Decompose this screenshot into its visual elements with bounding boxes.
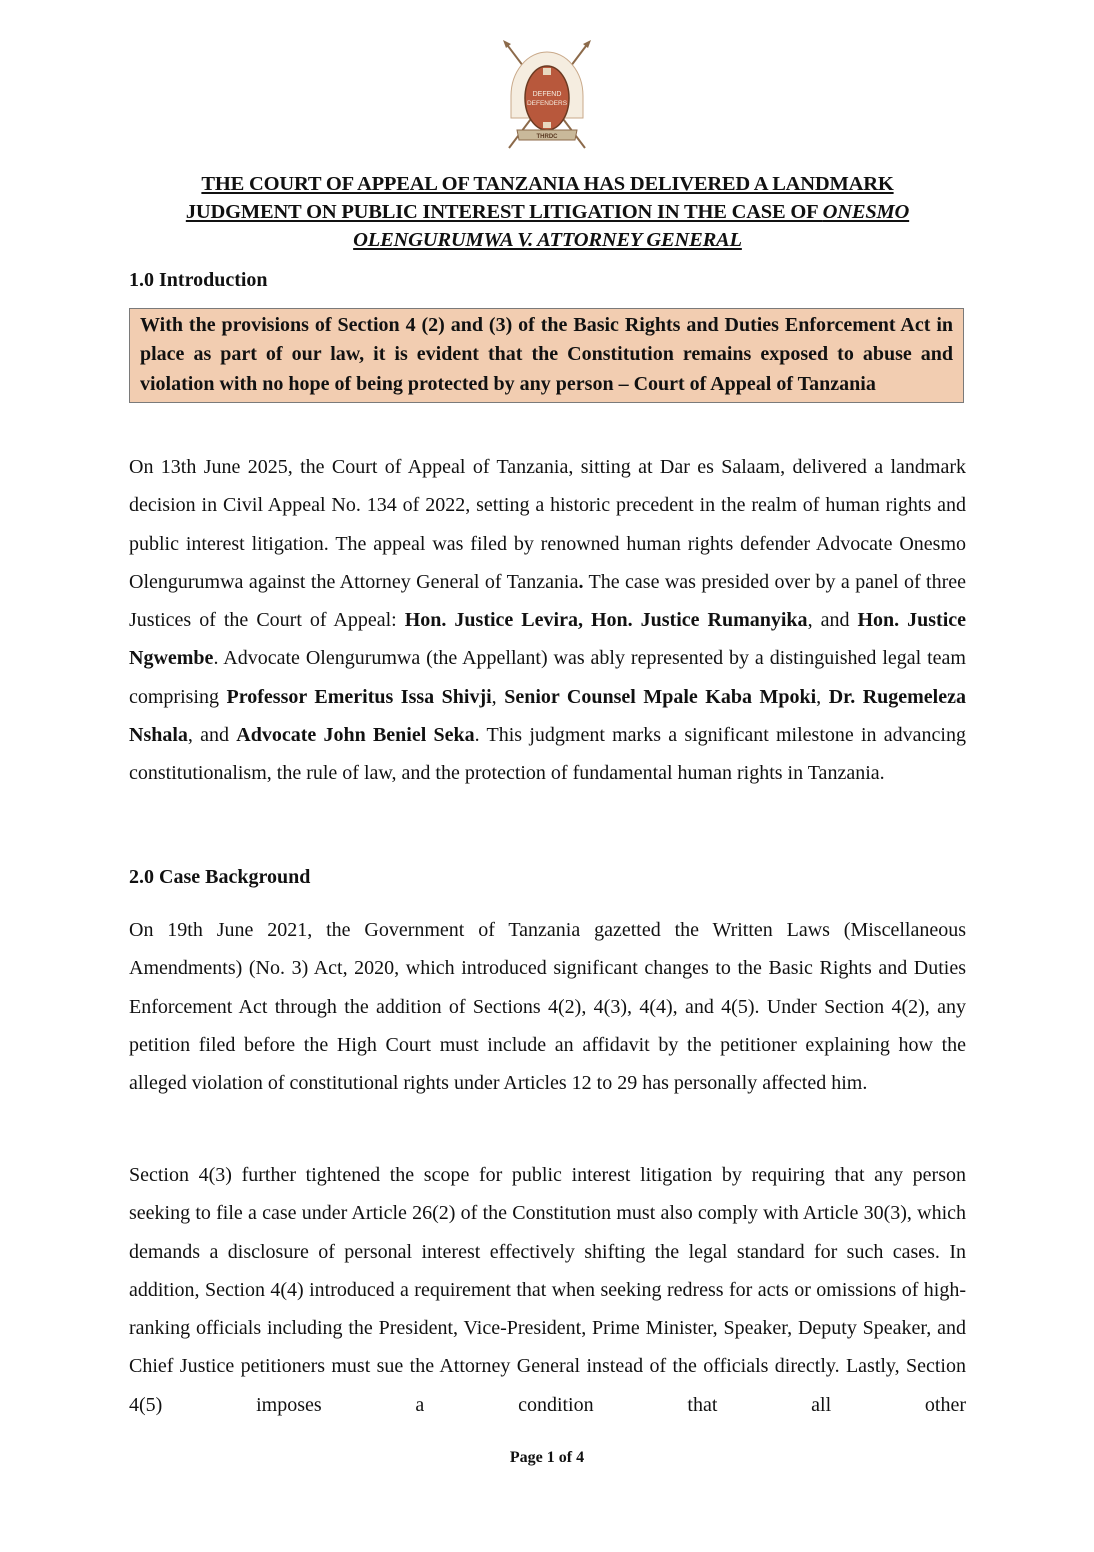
highlighted-quote: With the provisions of Section 4 (2) and (3) of the Basic Rights and Duties Enforcement Act in place as part of our law, it is evident that the Constitution remains exposed to abuse and violation with no hope of being protected by any person – Court of Appeal of Tanzania [129,308,964,403]
background-paragraph-2: Section 4(3) further tightened the scope for public interest litigation by requiring that any person seeking to file a case under Article 26(2) of the Constitution must also comply with Article 30(3), which demands a disclosure of personal interest effectively shifting the legal standard for such cases. In addition, Section 4(4) introduced a requirement that when seeking redress for acts or omissions of high-ranking officials including the President, Vice-President, Prime Minister, Speaker, Deputy Speaker, and Chief Justice petitioners must sue the Attorney General instead of the officials directly. Lastly, Section 4(5) imposes a condition that all other [129,1164,966,1416]
intro-paragraph [129,448,966,793]
bold-justices: Hon. Justice Levira, Hon. Justice Rumanyika [404,609,808,632]
background-paragraph-1: On 19th June 2021, the Government of Tanzania gazetted the Written Laws (Miscellaneous Amendments) (No. 3) Act, 2020, which introduced significant changes to the Basic Rights and Duties Enforcement Act through the addition of Sections 4(2), 4(3), 4(4), and 4(5). Under Section 4(2), any petition filed before the High Court must include an affidavit by the petitioner explaining how the alleged violation of constitutional rights under Articles 12 to 29 has personally affected him. [129,919,966,1095]
title-line-1: THE COURT OF APPEAL OF TANZANIA HAS DELIVERED A LANDMARK [201,173,894,195]
text-run: On 13th June 2025, the Court of Appeal of Tanzania, sitting at Dar es Salaam, delivered a landmark decision in Civil Appeal No. 134 of 2022, setting a historic precedent in the realm of human rights and public interest litigation. The appeal was filed by renowned human rights defender Advocate Onesmo Olengurumwa against the Attorney General of Tanzania [129,456,966,593]
title-line-3 [129,226,966,254]
bold-counsel: Senior Counsel Mpale Kaba Mpoki [504,685,817,708]
text-run: , [816,685,829,708]
title-line-2-text: JUDGMENT ON PUBLIC INTEREST LITIGATION IN THE CASE OF [185,201,823,223]
page-number: Page 1 of 4 [509,1449,585,1466]
title-line-2-italic: ONESMO [822,201,910,223]
bold-counsel: Dr. Rugemeleza Nshala [129,685,966,747]
logo-banner-text: THRDC [536,134,558,140]
title-line-3-italic: OLENGURUMWA V. ATTORNEY GENERAL [353,229,742,251]
section-heading-case-background: 2.0 Case Background [129,866,311,888]
logo-emblem-icon [497,38,597,152]
text-run: The case was presided over by a panel of three Justices of the Court of Appeal: [129,570,966,632]
bold-counsel: Professor Emeritus Issa Shivji [226,685,492,708]
bold-run: . [578,570,584,593]
document-title [129,170,966,254]
logo-center-line1: DEFEND [532,91,562,98]
text-run: , and [807,609,858,632]
title-line-2 [129,198,966,226]
text-run: . This judgment marks a significant milestone in advancing constitutionalism, the rule of law, and the protection of fundamental human rights in Tanzania. [129,724,966,785]
thrdc-logo [497,38,597,152]
bold-justice: Hon. Justice Ngwembe [129,609,967,670]
text-run: . Advocate Olengurumwa (the Appellant) was ably represented by a distinguished legal team comprising [129,647,966,708]
text-run: , [491,685,505,708]
logo-center-line2: DEFENDERS [526,100,568,107]
bold-counsel: Advocate John Beniel Seka [236,724,475,747]
text-run: , and [187,724,237,747]
section-heading-introduction: 1.0 Introduction [129,269,268,291]
